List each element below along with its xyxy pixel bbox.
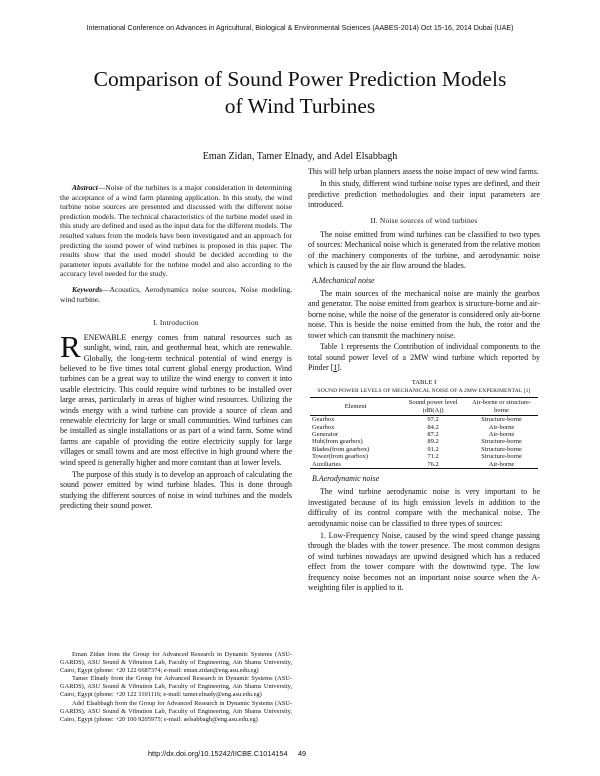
study-paragraph: In this study, different wind turbine noise types are defined, and their predictive prediction methodologies and their input parameters are introduced.	[308, 179, 540, 210]
intro-paragraph-2: The purpose of this study is to develop an approach of calculating the sound power emitted by wind turbine blades. This is done through studying the different sources of noise in wind turbines and the models predicting their sound power.	[60, 470, 292, 511]
author-list: Eman Zidan, Tamer Elnady, and Adel Elsabbagh	[202, 151, 398, 162]
keywords: Keywords—Acoustics, Aerodynamics noise sources, Noise modeling, wind turbine.	[60, 284, 292, 304]
section-heading-noise-sources: II. Noise sources of wind turbines	[370, 215, 478, 225]
mechanical-noise-paragraph: The main sources of the mechanical noise are mainly the gearbox and generator. The noise emitted from gearbox is structure-borne and air-borne noise, while the noise of the generator is considered only air-borne noise. This is beside the noise emitted from the hub, the rotor and the tower which can transmit the machinery noise.	[308, 289, 540, 340]
page-number: 49	[298, 749, 307, 758]
abstract-label: Abstract	[72, 183, 98, 192]
table-header: Element	[310, 398, 401, 416]
right-column	[308, 167, 540, 593]
citation-link[interactable]: 1	[333, 362, 338, 372]
table-header: Sound power level (dB(A))	[401, 398, 465, 416]
table-row: Auxiliaries 76.2 Air-borne	[310, 461, 538, 469]
table-row: Blades(from gearbox) 91.2 Structure-borne	[312, 445, 522, 453]
title-line-1: Comparison of Sound Power Prediction Models	[93, 67, 507, 91]
intro-paragraph-1: RENEWABLE energy comes from natural resources such as sunlight, wind, rain, and geothermal heat, which are renewable. Globally, the long-term technical potential of wind energy is believed to be five times total current global energy production. Wind turbines can be a great way to utilize the wind energy to convert it into usable electricity. This could require wind turbines to be installed over large areas, particularly in areas of higher wind resources. Utilizing the winds energy with a wind turbine can provide a source of clean and renewable electricity for large or small communities. Wind turbines can be installed as single installations or as part of a wind farm. Some wind farms are capable of providing the entire electricity supply for large villages or small towns and are most effective in high ground where the wind speed is generally higher and more constant than at lower levels.	[60, 328, 292, 467]
left-column	[60, 183, 292, 512]
noise-sources-paragraph: The noise emitted from wind turbines can be classified to two types of sources: Mechanical noise which is generated from the relative motion of the machinery components of the turbine, and aerodynamic noise which is caused by the air flow around the blades.	[308, 230, 540, 271]
footnote-2: Tamer Elnady from the Group for Advanced Research in Dynamic Systems (ASU-GARDS), ASU Sound & Vibration Lab, Faculty of Engineering, Ain Shams University, Cairo, Egypt (phone: +20 122 3101116; e-mail: tamer.elnady@eng.asu.edu.eg)	[60, 675, 292, 699]
table-row: Hub(from gearbox) 89.2 Structure-borne	[312, 438, 522, 446]
table-label: TABLE I	[411, 379, 437, 387]
author-footnotes	[60, 651, 292, 724]
doi-link[interactable]: http://dx.doi.org/10.15242/IICBE.C1014154	[148, 749, 288, 758]
table-row: Gearbox 84.2 Air-borne	[312, 423, 515, 431]
subheading-aerodynamic-noise: B.Aerodynamic noise	[312, 473, 380, 483]
abstract-text: Noise of the turbines is a major consideration in determining the acceptance of a wind farm planning application. In this study, the wind turbine noise sources are presented and discussed with the different noise prediction models. The technical characteristics of the turbine model used in this study are defined and used as the input data for the different models. The resulted values from the models have been investigated and an approach for predicting the sound power of wind turbines is proposed in this paper. The results show that the used model should be decided according to the parameter inputs available for the turbine model and also according to the accuracy level needed for the study.	[60, 183, 292, 279]
keywords-label: Keywords	[72, 284, 102, 294]
table-row: Generator 87.2 Air-borne	[312, 430, 515, 438]
table-reference-paragraph: Table 1 represents the Contribution of individual components to the total sound power level of a 2MW wind turbine which reported by Pinder [1].	[308, 342, 540, 372]
table-row: Tower(from gearbox) 71.2 Structure-borne	[312, 453, 522, 461]
title-line-2: of Wind Turbines	[224, 94, 376, 118]
paper-title	[40, 66, 560, 120]
abstract: Abstract—Noise of the turbines is a major consideration in determining the acceptance of a wind farm planning application. In this study, the wind turbine noise sources are presented and discussed with the different noise prediction models. The technical characteristics of the turbine model used in this study are defined and used as the input data for the different models. The resulted values from the models have been investigated and an approach for predicting the sound power of wind turbines is proposed in this paper. The results show that the used model should be decided according to the parameter inputs available for the turbine model and also according to the accuracy level needed for the study.	[60, 183, 292, 279]
table-caption: SOUND POWER LEVELS OF MECHANICAL NOISE OF A 2MW EXPERIMENTAL [1]	[317, 388, 531, 395]
subheading-mechanical-noise: A.Mechanical noise	[312, 275, 375, 285]
footnote-1: Eman Zidan from the Group for Advanced Research in Dynamic Systems (ASU-GARDS), ASU Sound & Vibration Lab, Faculty of Engineering, Ain Shams University, Cairo, Egypt (phone: +20 122 6687374; e-mail: eman.zidan@eng.asu.edu.eg)	[60, 651, 292, 675]
drop-cap: R	[60, 328, 81, 364]
low-frequency-noise-paragraph: 1. Low-Frequency Noise, caused by the wind speed change passing through the blades with the tower presence. The most common designs of wind turbines nowadays are upwind designed which has a reduced effect from the tower compare with the downwind type. The low frequency noise becomes not an important noise source when the A-weighting filer is applied to it.	[308, 531, 540, 593]
aerodynamic-noise-paragraph: The wind turbine aerodynamic noise is very important to be investigated because of its high emission levels in addition to the difficulty of its control compare with the mechanical noise. The aerodynamic noise can be classified to three types of sources:	[308, 487, 540, 528]
footnote-3: Adel Elsabbagh from the Group for Advanced Research in Dynamic Systems (ASU-GARDS), ASU Sound & Vibration Lab, Faculty of Engineering, Ain Shams University, Cairo, Egypt (phone: +20 100 9205975; e-mail: aelsabbagh@eng.asu.edu.eg)	[60, 699, 292, 723]
sound-power-table	[310, 397, 538, 469]
conference-header: International Conference on Advances in Agricultural, Biological & Environmental Sciences (AABES-2014) Oct 15-16, 2014 Dubai (UAE)	[86, 24, 514, 32]
keywords-text: Acoustics, Aerodynamics noise sources, Noise modeling, wind turbine.	[60, 284, 292, 304]
section-heading-introduction: I. Introduction	[153, 318, 199, 328]
table-header: Air-borne or structure-borne	[465, 398, 538, 416]
continued-paragraph: This will help urban planners assess the noise impact of new wind farms.	[308, 167, 539, 176]
table-row: Gearbox 97.2 Structure-borne	[312, 416, 522, 424]
